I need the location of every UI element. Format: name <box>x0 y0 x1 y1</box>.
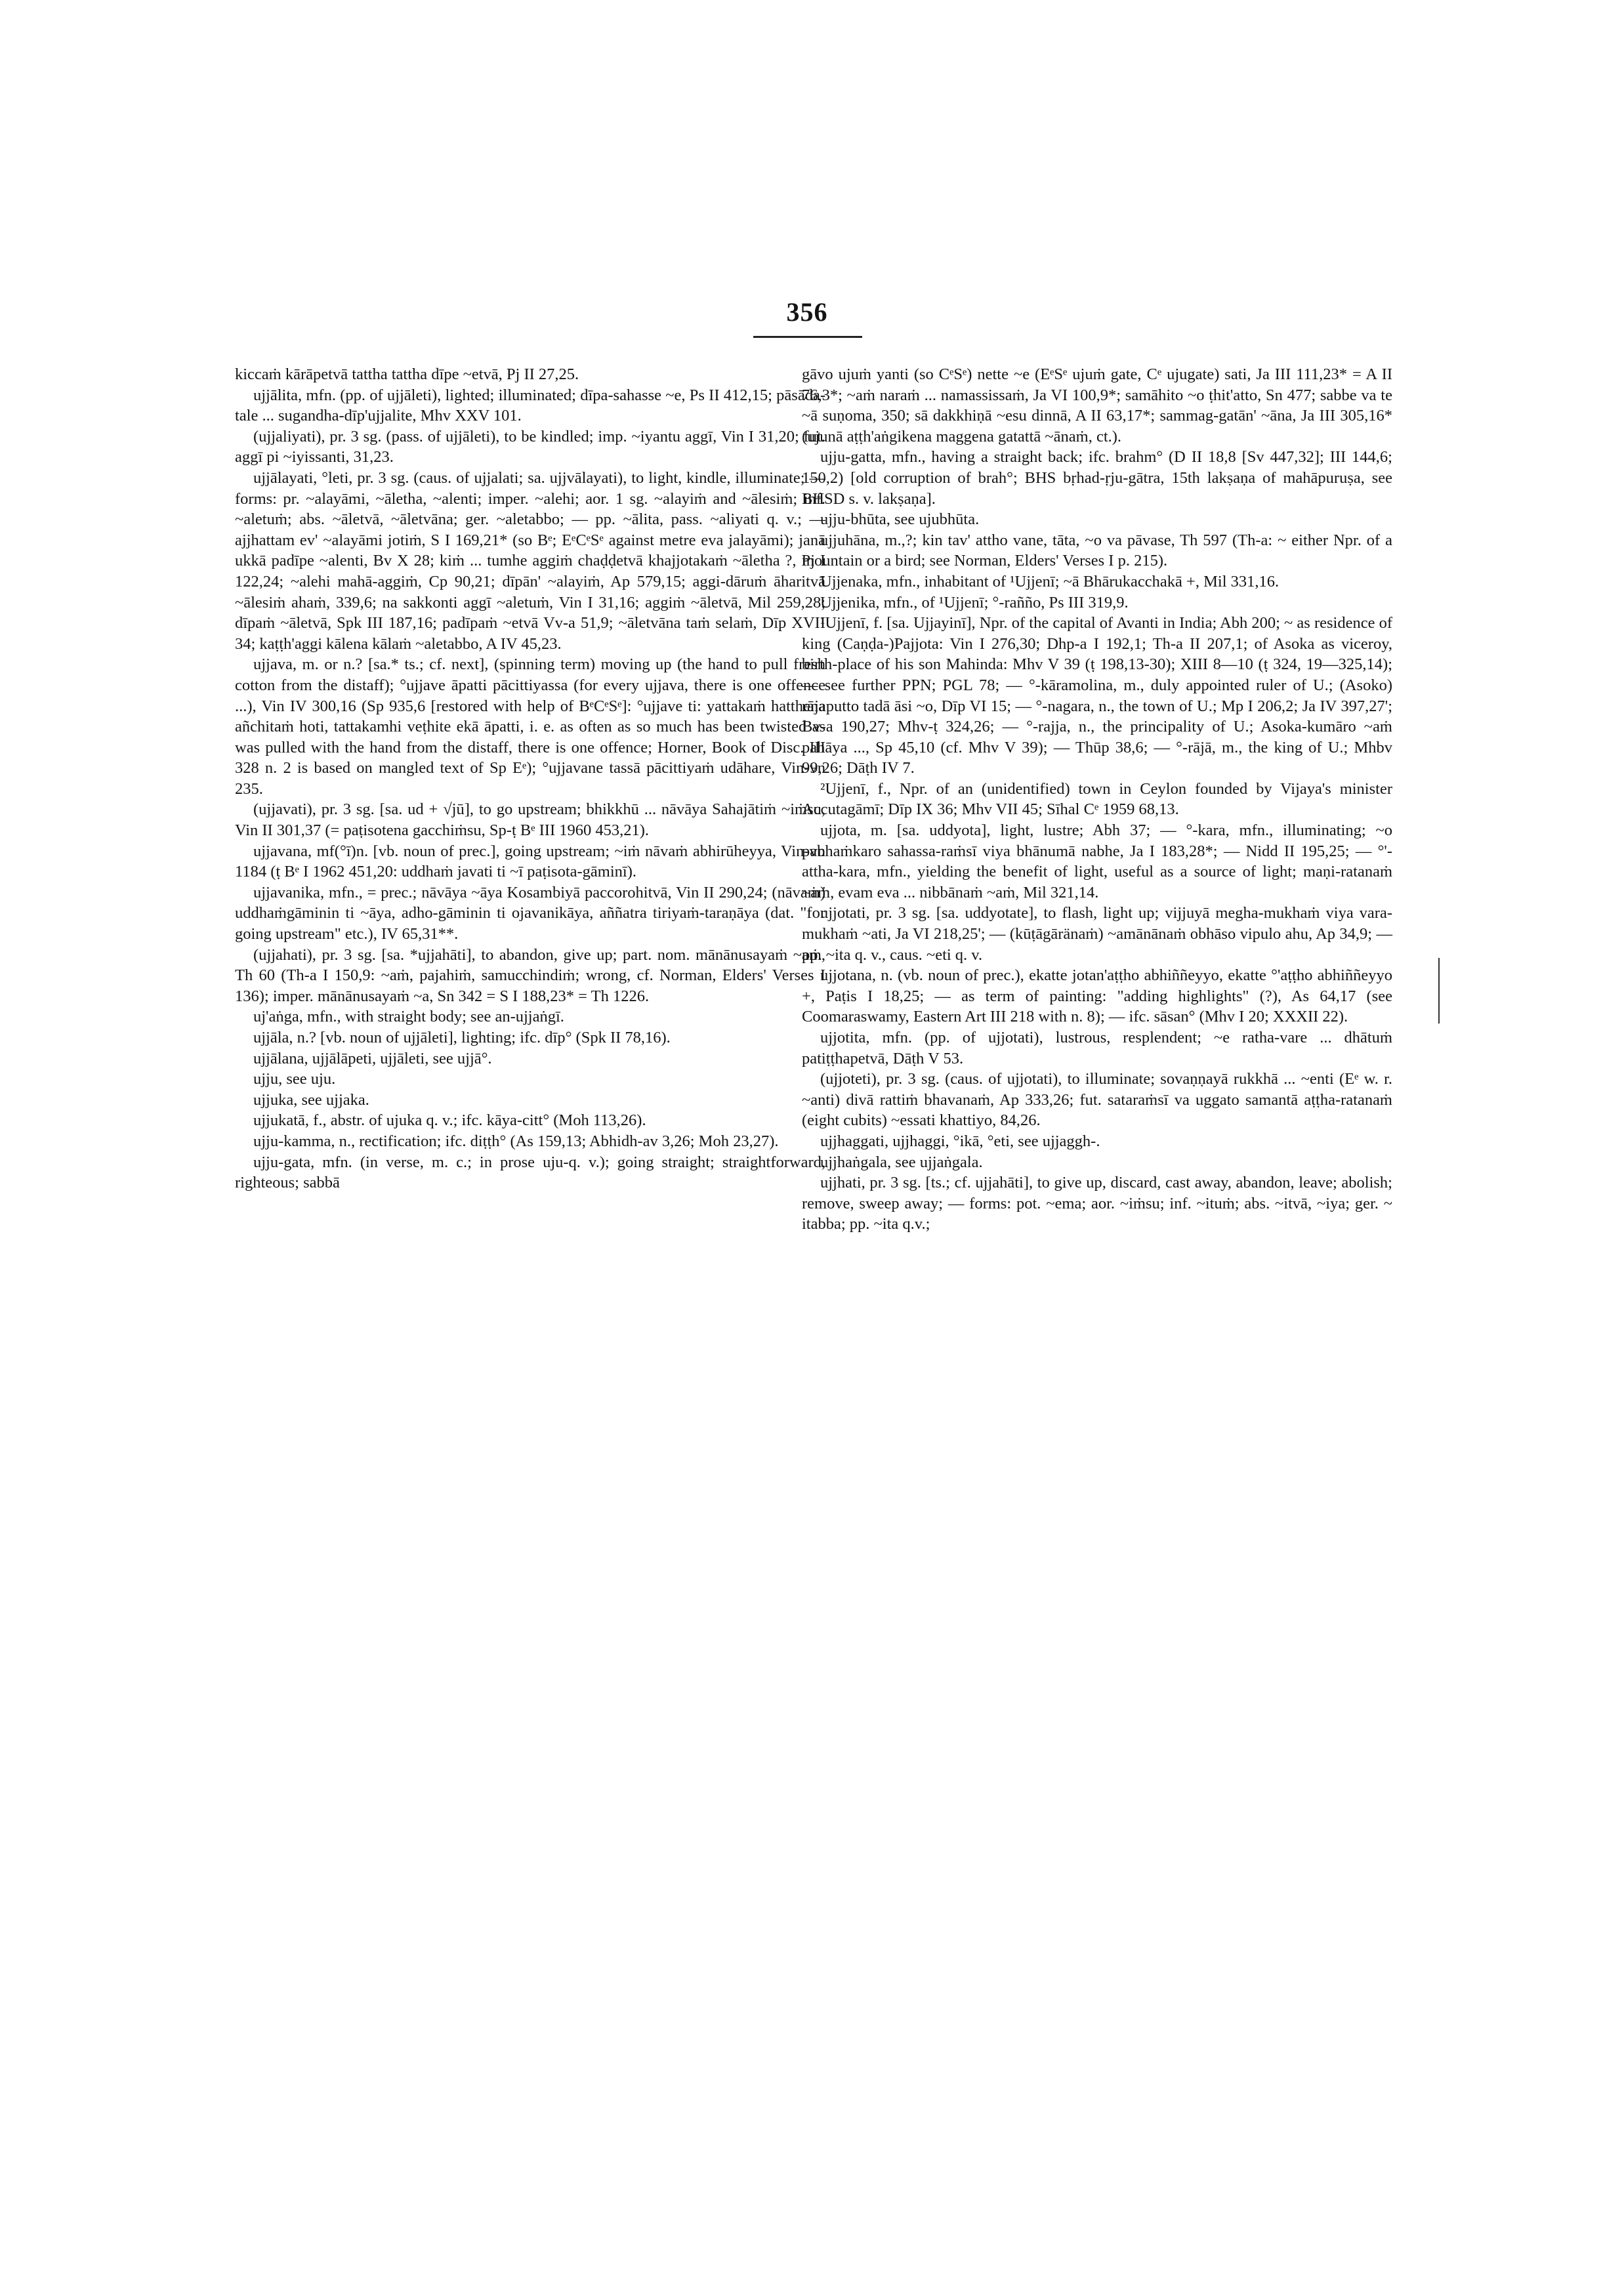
dictionary-entry: ujjhaṅgala, see ujjaṅgala. <box>820 1153 983 1171</box>
dictionary-entry: (ujjoteti), pr. 3 sg. (caus. of ujjotati), to illuminate; sovaṇṇayā rukkhā ... ~enti (Eᵉ w. r. ~anti) divā rattiṁ bhavanaṁ, Ap 333,26; fut. sataraṁsī va uggato samantā aṭṭha-ratanaṁ (eight cubits) ~essati khattiyo, 84,26. <box>802 1070 1392 1130</box>
dictionary-entry: ujjuka, see ujjaka. <box>253 1090 369 1109</box>
dictionary-entry: ujjālana, ujjālāpeti, ujjāleti, see ujjā°. <box>253 1049 492 1067</box>
dictionary-entry: ujjhati, pr. 3 sg. [ts.; cf. ujjahāti], to give up, discard, cast away, abandon, leave; abolish; remove, sweep away; — forms: pot. ~ema; aor. ~iṁsu; inf. ~ituṁ; abs. ~itvā, ~iya; ger. ~ itabba; pp. ~ita q.v.; <box>802 1174 1392 1233</box>
dictionary-entry: ujjukatā, f., abstr. of ujuka q. v.; ifc. kāya-citt° (Moh 113,26). <box>253 1111 646 1130</box>
dictionary-entry: uj'aṅga, mfn., with straight body; see an-ujjaṅgī. <box>253 1008 564 1026</box>
dictionary-entry: ujjotati, pr. 3 sg. [sa. uddyotate], to flash, light up; vijjuyā megha-mukhaṁ viya vara-mukhaṁ ~ati, Ja VI 218,25'; — (kūṭāgāränaṁ) ~amānānaṁ obhāso vipulo ahu, Ap 34,9; — pp. ~ita q. v., caus. ~eti q. v. <box>802 904 1392 964</box>
dictionary-entry: ujjāla, n.? [vb. noun of ujjāleti], lighting; ifc. dīp° (Spk II 78,16). <box>253 1029 671 1046</box>
dictionary-entry: ujjava, m. or n.? [sa.* ts.; cf. next], (spinning term) moving up (the hand to pull fresh cotton from the distaff); °ujjave āpatti pācittiyassa (for every ujjava, there is one offence ...), Vin IV 300,16 (Sp 935,6 [restored with help of BᵉCᵉSᵉ]: °ujjave ti: yattakaṁ hatthena añchitaṁ hoti, tattakamhi veṭhite ekā āpatti, i. e. as often as so much has been twisted as was pulled with the hand from the distaff, there is one offence; Horner, Book of Disc. III 328 n. 2 is based on mangled text of Sp Eᵉ); °ujjavane tassā pācittiyaṁ udāhare, Vin-vn 235. <box>235 655 825 798</box>
dictionary-entry: ujju-gatta, mfn., having a straight back; ifc. brahm° (D II 18,8 [Sv 447,32]; III 144,6; 150,2) [old corruption of brah°; BHS bṛhad-ṛju-gātra, 15th lakṣaṇa of mahāpuruṣa, see BHSD s. v. lakṣaṇa]. <box>802 448 1392 508</box>
dictionary-entry: ujjotita, mfn. (pp. of ujjotati), lustrous, resplendent; ~e ratha-vare ... dhātuṁ patiṭṭhapetvā, Dāṭh V 53. <box>802 1029 1392 1067</box>
dictionary-entry: ujju-kamma, n., rectification; ifc. diṭṭh° (As 159,13; Abhidh-av 3,26; Moh 23,27). <box>253 1132 779 1150</box>
left-column <box>235 364 825 1193</box>
page-number: 356 <box>786 297 828 327</box>
dictionary-entry: ujjotana, n. (vb. noun of prec.), ekatte jotan'aṭṭho abhiññeyyo, ekatte °'aṭṭho abhiññeyyo +, Paṭis I 18,25; — as term of painting: "adding highlights" (?), As 64,17 (see Coomaraswamy, Eastern Art III 218 with n. 8); — ifc. sāsan° (Mhv I 20; XXXII 22). <box>802 966 1392 1026</box>
dictionary-entry: ujjhaggati, ujjhaggi, °ikā, °eti, see ujjaggh-. <box>820 1132 1100 1150</box>
dictionary-entry: ujjālayati, °leti, pr. 3 sg. (caus. of ujjalati; sa. ujjvālayati), to light, kindle, illuminate; — forms: pr. ~alayāmi, ~āletha, ~alenti; imper. ~alehi; aor. 1 sg. ~alayiṁ and ~ālesiṁ; inf. ~aletuṁ; abs. ~āletvā, ~āletvāna; ger. ~aletabbo; — pp. ~ālita, pass. ~aliyati q. v.; — ajjhattam ev' ~alayāmi jotiṁ, S I 169,21* (so Bᵉ; EᵉCᵉSᵉ against metre eva jalayāmi); janā ukkā padīpe ~alenti, Bv X 28; kiṁ ... tumhe aggiṁ chaḍḍetvā khajjotakaṁ ~āletha ?, Pj I 122,24; ~alehi mahā-aggiṁ, Cp 90,21; dīpān' ~alayiṁ, Ap 579,15; aggi-dāruṁ āharitvā ~ālesiṁ ahaṁ, 339,6; na sakkonti aggī ~aletuṁ, Vin I 31,16; aggiṁ ~āletvā, Mil 259,28; dīpaṁ ~āletvā, Spk III 187,16; padīpaṁ ~etvā Vv-a 51,9; ~āletvāna taṁ selaṁ, Dīp XVII 34; kaṭṭh'aggi kālena kālaṁ ~aletabbo, A IV 45,23. <box>235 468 825 653</box>
dictionary-entry: ujju, see uju. <box>253 1070 336 1088</box>
right-column <box>802 364 1392 1235</box>
header-rule <box>753 336 862 338</box>
margin-mark <box>1438 958 1440 1023</box>
dictionary-entry: ¹Ujjenī, f. [sa. Ujjayinī], Npr. of the capital of Avanti in India; Abh 200; ~ as residence of king (Caṇḍa-)Pajjota: Vin I 276,30; Dhp-a I 192,1; Th-a II 207,1; of Asoka as viceroy, birth-place of his son Mahinda: Mhv V 39 (ṭ 198,13-30); XIII 8—10 (ṭ 324, 19—325,14); — see further PPN; PGL 78; — °-kāramolina, m., duly appointed ruler of U.; (Asoko) rājaputto tadā āsi ~o, Dīp VI 15; — °-nagara, n., the town of U.; Mp I 206,2; Ja IV 397,27'; Bv-a 190,27; Mhv-ṭ 324,26; — °-rajja, n., the principality of U.; Asoka-kumāro ~aṁ pahāya ..., Sp 45,10 (cf. Mhv V 39); — Thūp 38,6; — °-rājā, m., the king of U.; Mhbv 99,26; Dāṭh IV 7. <box>802 614 1392 777</box>
dictionary-entry: kiccaṁ kārāpetvā tattha tattha dīpe ~etvā, Pj II 27,25. <box>235 365 579 383</box>
dictionary-entry: ujjuhāna, m.,?; kin tav' attho vane, tāta, ~o va pāvase, Th 597 (Th-a: ~ either Npr. of a mountain or a bird; see Norman, Elders' Verses I p. 215). <box>802 531 1392 570</box>
dictionary-entry: ujjavanika, mfn., = prec.; nāvāya ~āya Kosambiyā paccorohitvā, Vin II 290,24; (nāvaṁ) uddhaṁgāminin ti ~āya, adho-gāminin ti ojavanikāya, aññatra tiriyaṁ-taraṇāya (dat. "for going upstream" etc.), IV 65,31**. <box>235 883 825 943</box>
dictionary-entry: ujjota, m. [sa. uddyota], light, lustre; Abh 37; — °-kara, mfn., illuminating; ~o pabhaṁkaro sahassa-raṁsī viya bhānumā nabhe, Ja I 183,28*; — Nidd II 195,25; — °'-attha-kara, mfn., yielding the benefit of light, useful as a source of light; maṇi-ratanaṁ ~aṁ, evam eva ... nibbānaṁ ~aṁ, Mil 321,14. <box>802 821 1392 901</box>
dictionary-entry: ujju-bhūta, see ujubhūta. <box>820 510 980 529</box>
dictionary-entry: ²Ujjenī, f., Npr. of an (unidentified) town in Ceylon founded by Vijaya's minister Accutagāmī; Dīp IX 36; Mhv VII 45; Sīhal Cᵉ 1959 68,13. <box>802 779 1392 819</box>
dictionary-entry: (ujjaliyati), pr. 3 sg. (pass. of ujjāleti), to be kindled; imp. ~iyantu aggī, Vin I 31,20; fut. aggī pi ~iyissanti, 31,23. <box>235 427 825 466</box>
dictionary-entry: (ujjavati), pr. 3 sg. [sa. ud + √jū], to go upstream; bhikkhū ... nāvāya Sahajātiṁ ~iṁsu, Vin II 301,37 (= paṭisotena gacchiṁsu, Sp-ṭ Bᵉ III 1960 453,21). <box>235 800 825 840</box>
dictionary-entry: (ujjahati), pr. 3 sg. [sa. *ujjahāti], to abandon, give up; part. nom. mānānusayaṁ ~aṁ, Th 60 (Th-a I 150,9: ~aṁ, pajahiṁ, samucchindiṁ; wrong, cf. Norman, Elders' Verses I 136); imper. mānānusayaṁ ~a, Sn 342 = S I 188,23* = Th 1226. <box>235 945 825 1005</box>
dictionary-entry: Ujjenika, mfn., of ¹Ujjenī; °-rañño, Ps III 319,9. <box>820 593 1129 611</box>
dictionary-entry: ujju-gata, mfn. (in verse, m. c.; in prose uju-q. v.); going straight; straightforward, righteous; sabbā <box>235 1153 825 1192</box>
dictionary-entry: Ujjenaka, mfn., inhabitant of ¹Ujjenī; ~ā Bhārukacchakā +, Mil 331,16. <box>820 572 1280 590</box>
dictionary-entry: ujjālita, mfn. (pp. of ujjāleti), lighted; illuminated; dīpa-sahasse ~e, Ps II 412,15; pāsāda-tale ... sugandha-dīp'ujjalite, Mhv XXV 101. <box>235 386 825 425</box>
dictionary-entry: gāvo ujuṁ yanti (so CᵉSᵉ) nette ~e (EᵉSᵉ ujuṁ gate, Cᵉ ujugate) sati, Ja III 111,23* = A II 76,3*; ~aṁ naraṁ ... namassissaṁ, Ja VI 100,9*; samāhito ~o ṭhit'atto, Sn 477; sabbe va te ~ā suṇoma, 350; sā dakkhiṇā ~esu dinnā, A II 63,17*; sammag-gatān' ~āna, Ja III 305,16* (ujunā aṭṭh'aṅgikena maggena gatattā ~ānaṁ, ct.). <box>802 365 1392 445</box>
dictionary-entry: ujjavana, mf(°ī)n. [vb. noun of prec.], going upstream; ~iṁ nāvaṁ abhirūheyya, Vin-vn 1184 (ṭ Bᵉ I 1962 451,20: uddhaṁ javati ti ~ī paṭisota-gāminī). <box>235 842 825 881</box>
